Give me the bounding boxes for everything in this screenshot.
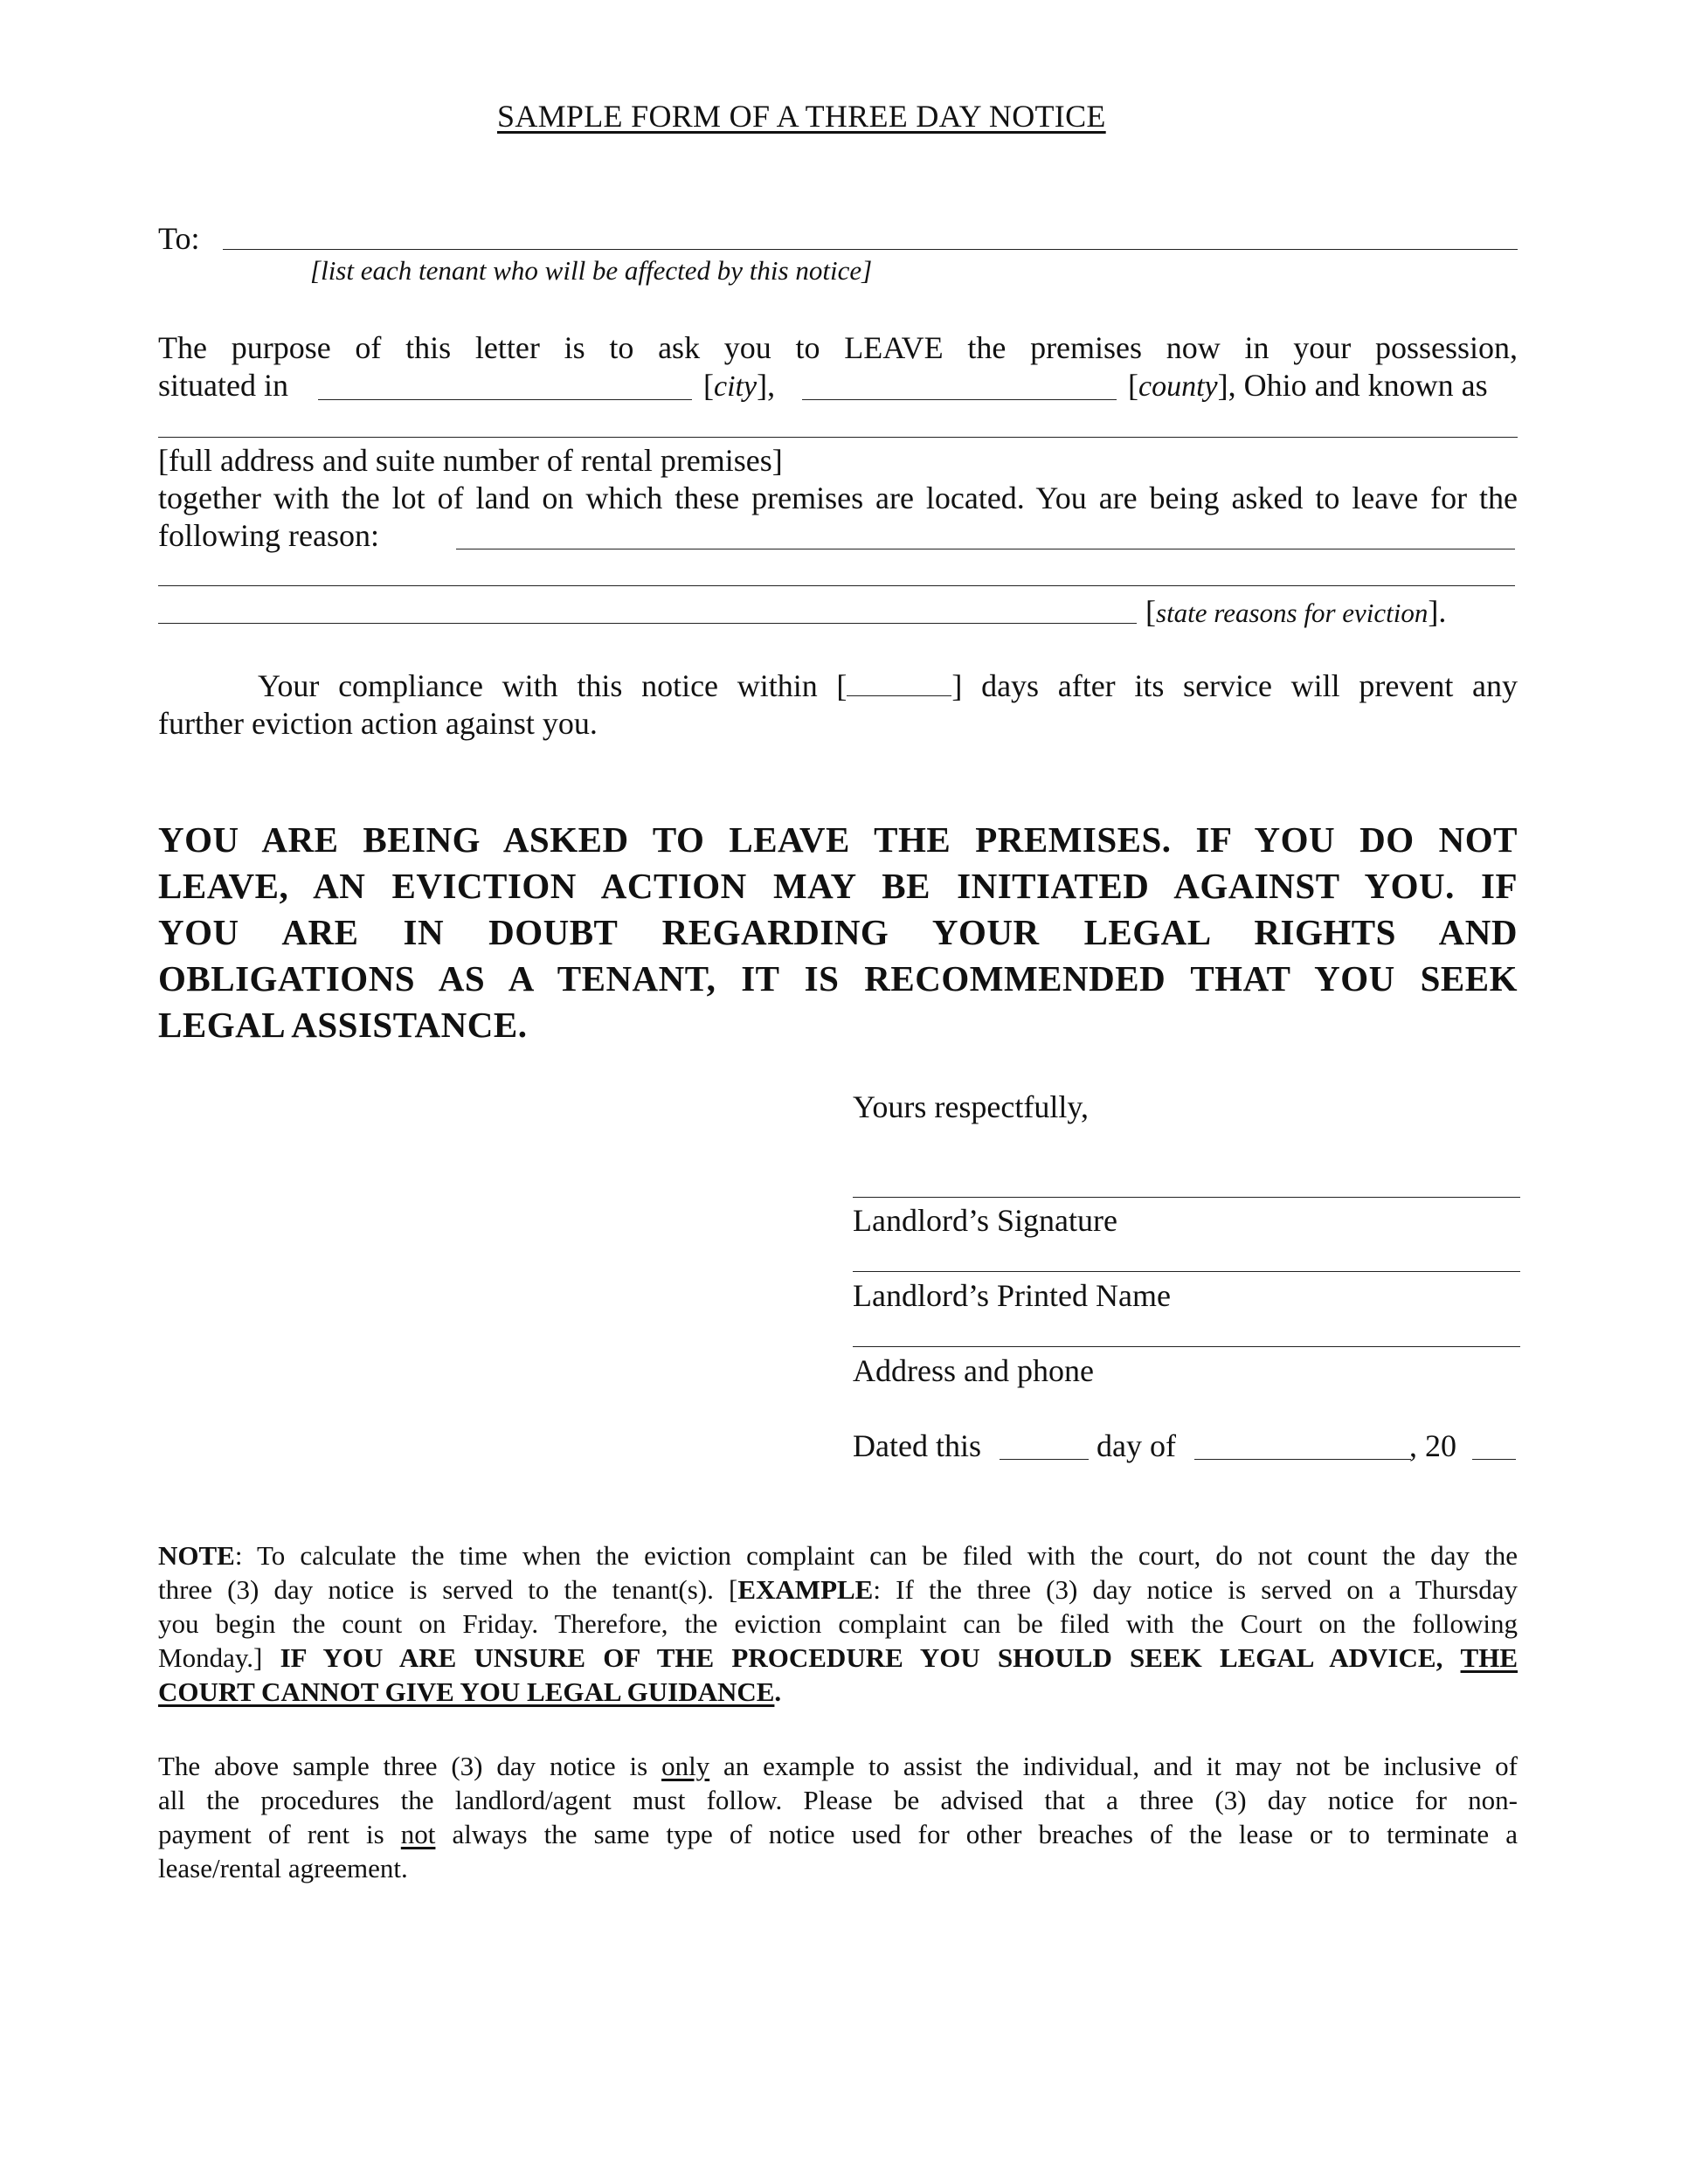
disclaimer-1c: an example to assist the individual, and it may not be inclusive of (709, 1751, 1519, 1781)
address-phone-label: Address and phone (853, 1353, 1094, 1388)
warning-line-3: YOU ARE IN DOUBT REGARDING YOUR LEGAL RIGHTS AND (158, 912, 1518, 952)
example-label: EXAMPLE (737, 1574, 874, 1605)
document-title: SAMPLE FORM OF A THREE DAY NOTICE (497, 99, 1106, 134)
city-hint: [city], (703, 368, 776, 403)
note-line-3: you begin the count on Friday. Therefore, the eviction complaint can be filed with the Court on the following (158, 1608, 1518, 1639)
following-reason-label: following reason: (158, 518, 379, 553)
compliance-after: ] days after its service will prevent any (951, 668, 1518, 703)
reason-line-2[interactable] (158, 585, 1515, 586)
year-prefix: , 20 (1409, 1428, 1456, 1463)
warning-line-5: LEGAL ASSISTANCE. (158, 1005, 528, 1045)
situated-in-label: situated in (158, 368, 288, 403)
reason-line-3[interactable] (158, 623, 1137, 624)
ohio-known-as: , Ohio and known as (1228, 368, 1488, 403)
days-field[interactable] (847, 669, 951, 696)
tenant-name-line[interactable] (223, 249, 1518, 250)
warning-line-4: OBLIGATIONS AS A TENANT, IT IS RECOMMENDED THAT YOU SEEK (158, 958, 1518, 999)
disclaimer-line-1 (158, 1749, 1518, 1783)
together-line: together with the lot of land on which these premises are located. You are being asked to leave for the (158, 480, 1518, 515)
warning-line-1: YOU ARE BEING ASKED TO LEAVE THE PREMISES. IF YOU DO NOT (158, 819, 1518, 860)
note-line-5-end: . (774, 1676, 782, 1707)
address-hint: [full address and suite number of rental premises] (158, 443, 783, 478)
reasons-hint-text: state reasons for eviction (1156, 598, 1429, 628)
year-field[interactable] (1472, 1459, 1516, 1460)
closing: Yours respectfully, (853, 1089, 1089, 1124)
county-hint: [county], Ohio and known as (1128, 368, 1488, 403)
note-line-4 (158, 1641, 1518, 1675)
disclaimer-3a: payment of rent is (158, 1819, 401, 1849)
note-line-2c: : If the three (3) day notice is served on a Thursday (873, 1574, 1518, 1605)
address-phone-line[interactable] (853, 1346, 1520, 1347)
tenant-hint: [list each tenant who will be affected by this notice] (310, 255, 873, 286)
purpose-line-1: The purpose of this letter is to ask you to LEAVE the premises now in your possession, (158, 330, 1518, 365)
landlord-signature-label: Landlord’s Signature (853, 1203, 1117, 1238)
note-line-4c: THE (1460, 1642, 1519, 1673)
note-line-4a: Monday.] (158, 1642, 280, 1673)
county-line[interactable] (802, 399, 1117, 400)
city-line[interactable] (318, 399, 692, 400)
to-label: To: (158, 221, 200, 256)
dated-this-label: Dated this (853, 1428, 981, 1463)
premises-address-line[interactable] (158, 437, 1518, 438)
note-line-1-text: : To calculate the time when the eviction complaint can be filed with the court, do not count the day the (234, 1540, 1518, 1571)
note-label: NOTE (158, 1540, 235, 1571)
disclaimer-line-3 (158, 1817, 1518, 1851)
disclaimer-1a: The above sample three (3) day notice is (158, 1751, 662, 1781)
disclaimer-1b: only (661, 1751, 710, 1781)
disclaimer-line-4: lease/rental agreement. (158, 1853, 408, 1883)
tenant-hint-text: list each tenant who will be affected by this notice (321, 255, 862, 286)
note-line-1 (158, 1538, 1518, 1572)
note-line-2 (158, 1572, 1518, 1607)
day-of-label: day of (1097, 1428, 1176, 1463)
compliance-before: Your compliance with this notice within [ (258, 668, 847, 703)
note-line-4b: IF YOU ARE UNSURE OF THE PROCEDURE YOU SHOULD SEEK LEGAL ADVICE, (280, 1642, 1443, 1673)
disclaimer-line-2: all the procedures the landlord/agent must follow. Please be advised that a three (3) day notice for non- (158, 1785, 1518, 1815)
signature-line[interactable] (853, 1197, 1520, 1198)
disclaimer-3b: not (400, 1819, 436, 1849)
printed-name-line[interactable] (853, 1271, 1520, 1272)
warning-line-2: LEAVE, AN EVICTION ACTION MAY BE INITIATED AGAINST YOU. IF (158, 866, 1518, 906)
note-line-5 (158, 1675, 1518, 1709)
landlord-printed-name-label: Landlord’s Printed Name (853, 1278, 1171, 1313)
compliance-line-1 (158, 667, 1518, 705)
city-hint-text: city (714, 370, 758, 403)
compliance-line-2: further eviction action against you. (158, 706, 598, 741)
note-line-2a: three (3) day notice is served to the tenant(s). [ (158, 1574, 738, 1605)
disclaimer-3c: always the same type of notice used for other breaches of the lease or to terminate a (435, 1819, 1518, 1849)
reasons-hint: [state reasons for eviction]. (1145, 594, 1447, 629)
month-field[interactable] (1194, 1459, 1411, 1460)
county-hint-text: county (1138, 370, 1218, 403)
day-field[interactable] (1000, 1459, 1089, 1460)
note-line-5-text: COURT CANNOT GIVE YOU LEGAL GUIDANCE (158, 1676, 775, 1707)
